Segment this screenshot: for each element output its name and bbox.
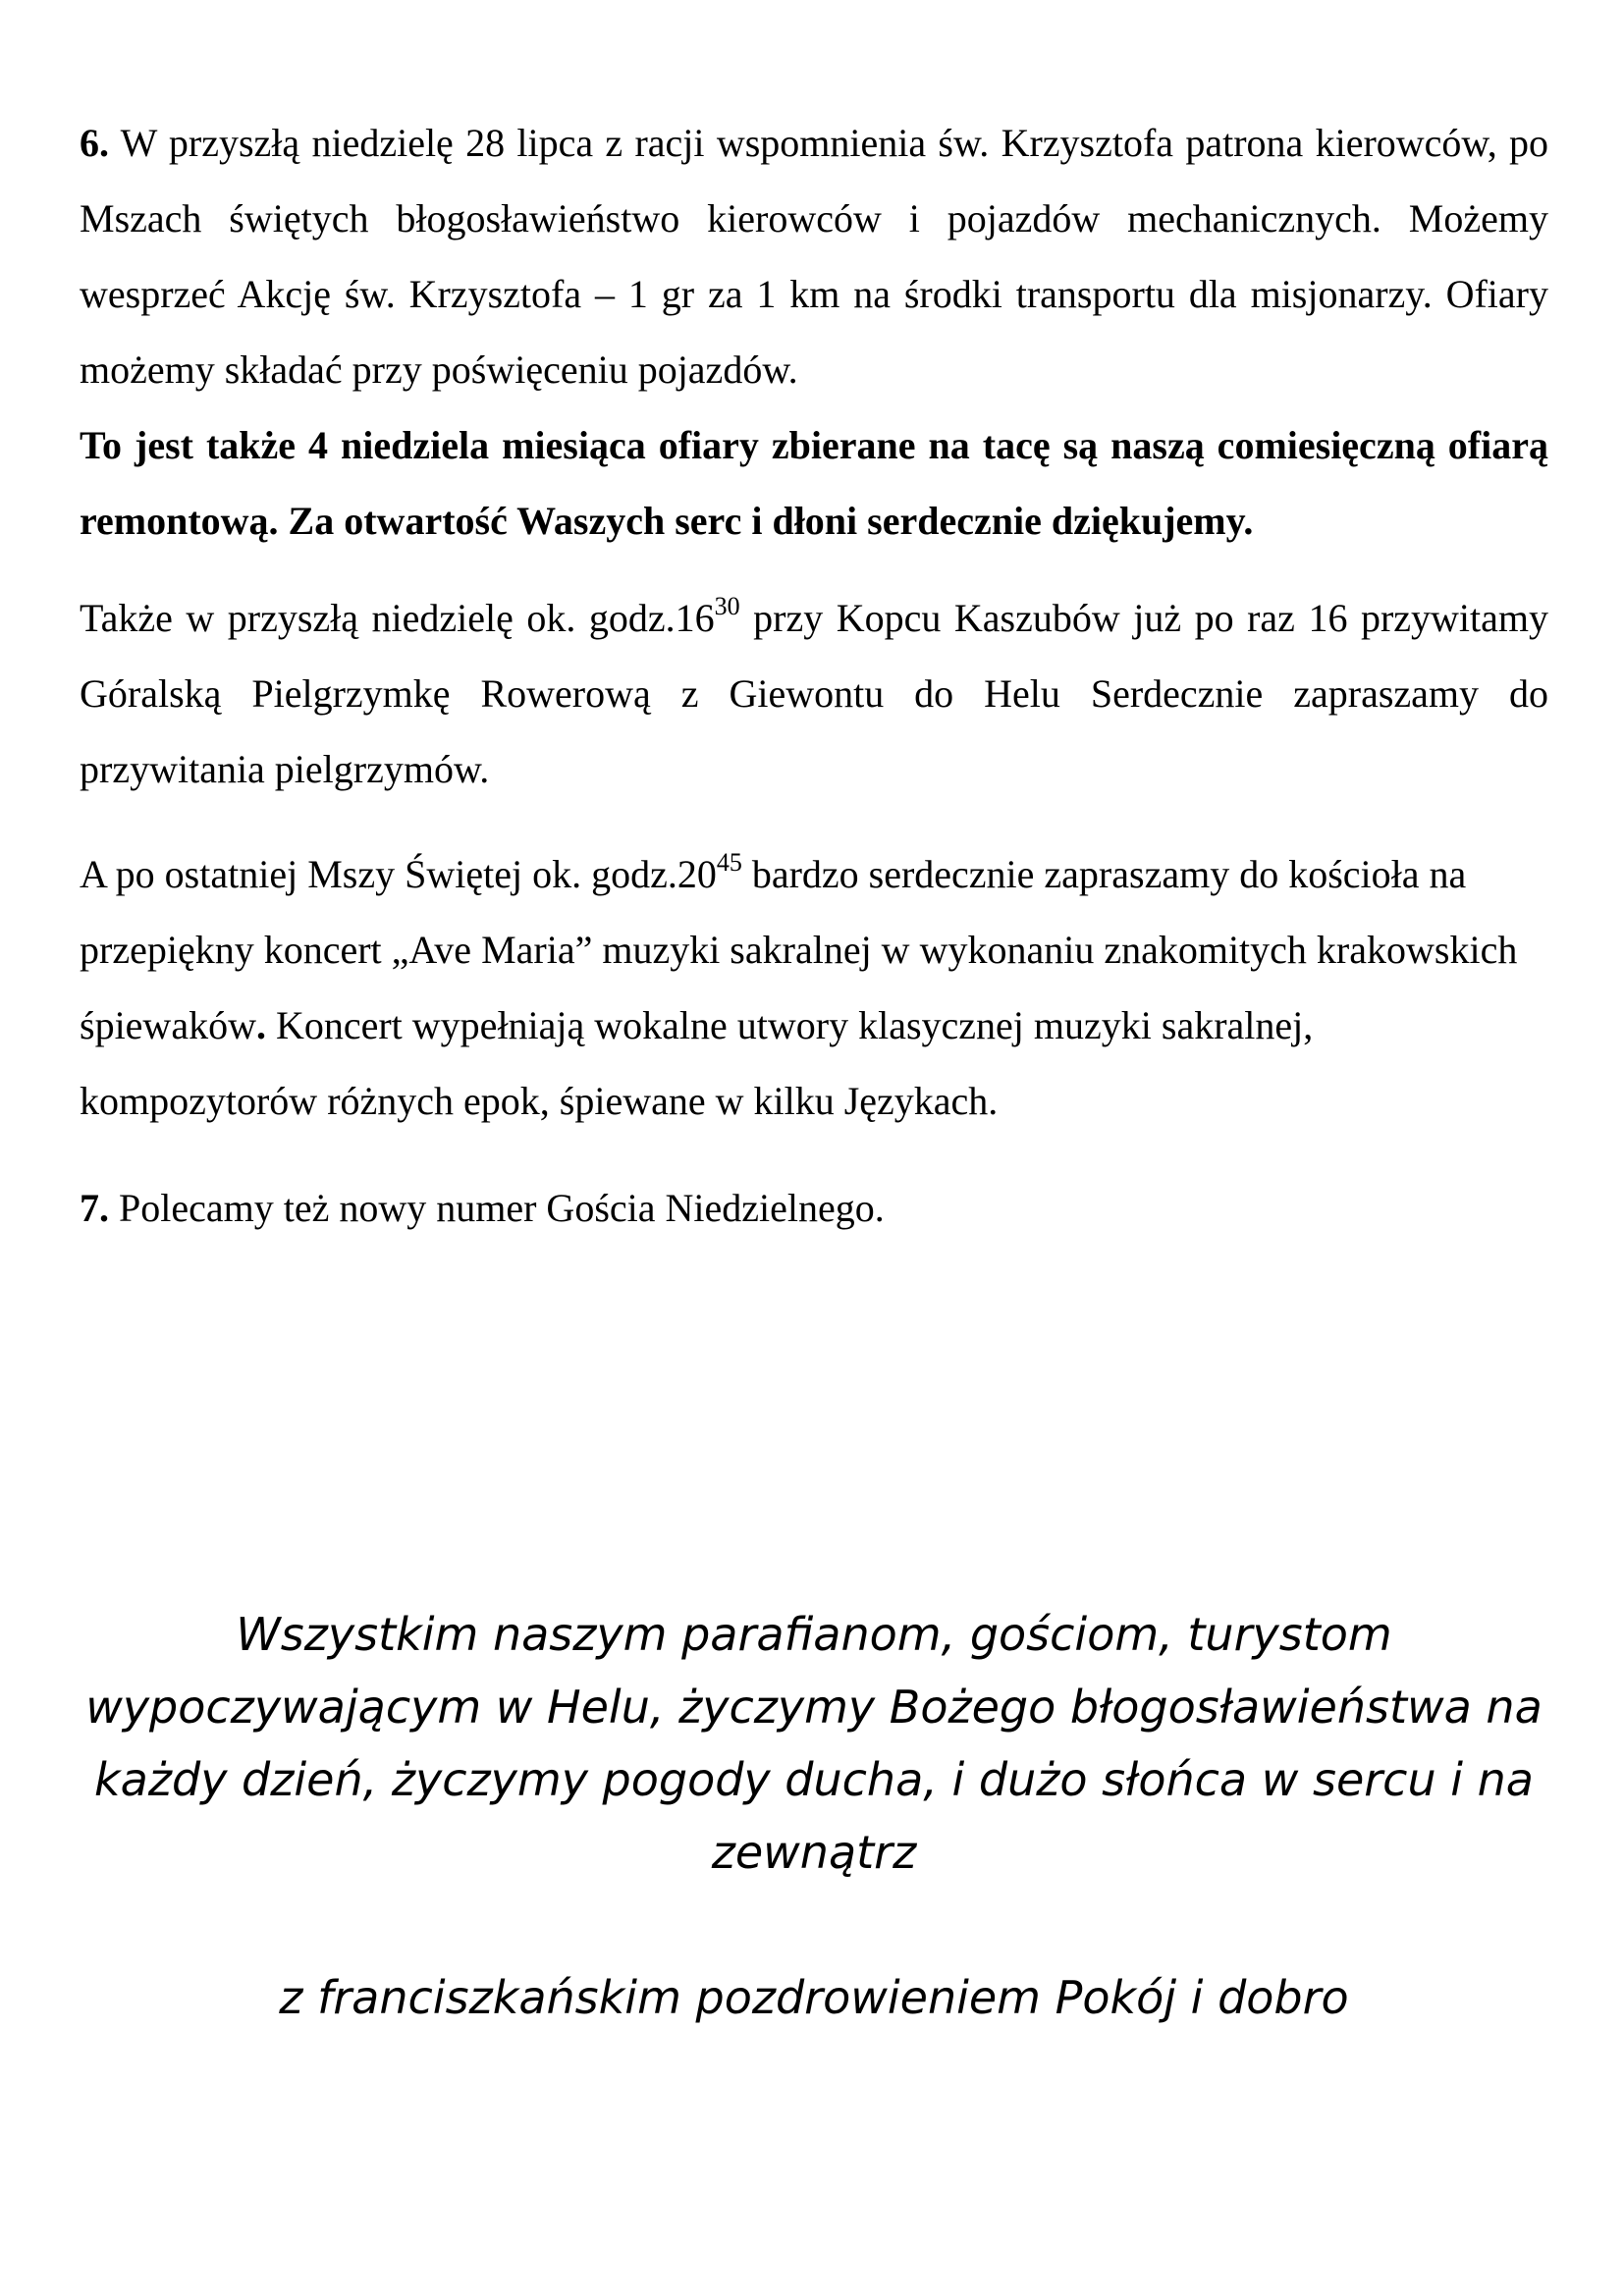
concert-text-middle: bardzo serdecznie zapraszamy do kościoła na przepiękny koncert „Ave Maria” muzyki sakralnej w wykonaniu znakomitych krakowskich śpiewaków [80,852,1518,1047]
concert-time-minutes: 45 [716,848,742,878]
concert-bold-dot: . [255,1003,266,1047]
document-body [80,105,1548,1246]
concert-text-start: A po ostatniej Mszy Świętej ok. godz.20 [80,852,717,896]
announcement-7-text: Polecamy też nowy numer Gościa Niedzielnego. [109,1186,885,1230]
announcement-6-text: W przyszłą niedzielę 28 lipca z racji wspomnienia św. Krzysztofa patrona kierowców, po Mszach świętych błogosławieństwo kierowców i pojazdów mechanicznych. Możemy wesprzeć Akcję św. Krzysztofa – 1 gr za 1 km na środki transportu dla misjonarzy. Ofiary możemy składać przy poświęceniu pojazdów. [80,121,1548,392]
pilgrimage-text-start: Także w przyszłą niedzielę ok. godz.16 [80,596,715,640]
announcement-7 [80,1170,1548,1246]
pilgrimage-time-minutes: 30 [714,592,740,621]
concert-text-end: Koncert wypełniają wokalne utwory klasycznej muzyki sakralnej, kompozytorów różnych epok, śpiewane w kilku Językach. [80,1003,1314,1123]
pilgrimage-text-end: przy Kopcu Kaszubów już po raz 16 przywitamy Góralską Pielgrzymkę Rowerową z Giewontu do Helu Serdecznie zapraszamy do przywitania pielgrzymów. [80,596,1548,791]
closing-wishes: Wszystkim naszym parafianom, gościom, turystom wypoczywającym w Helu, życzymy Bożego błogosławieństwa na każdy dzień, życzymy pogody ducha, i dużo słońca w sercu i na zewnątrz [85,1608,1543,1879]
item-number-6: 6. [80,121,109,165]
item-number-7: 7. [80,1186,109,1230]
announcement-6 [80,105,1548,407]
offering-notice: To jest także 4 niedziela miesiąca ofiary zbierane na tacę są naszą comiesięczną ofiarą remontową. Za otwartość Waszych serc i dłoni serdecznie dziękujemy. [80,423,1548,543]
pilgrimage-announcement [80,580,1548,807]
announcement-6-bold [80,407,1548,559]
closing-wishes-block [80,1598,1548,2034]
concert-announcement [80,836,1548,1139]
franciscan-greeting: z franciszkańskim pozdrowieniem Pokój i dobro [279,1971,1349,2024]
